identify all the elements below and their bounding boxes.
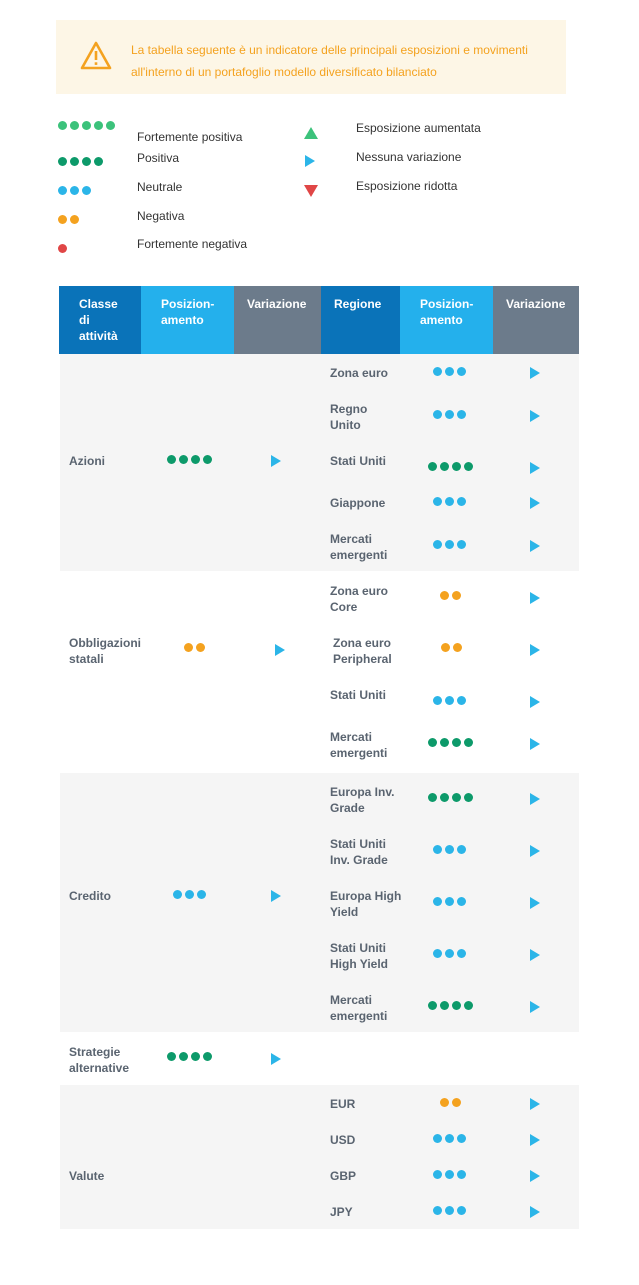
no-change-icon: [275, 644, 285, 656]
no-change-icon: [530, 497, 540, 509]
header-region-positioning: Posizion- amento: [400, 286, 493, 354]
region-label: Stati Uniti Inv. Grade: [330, 837, 388, 867]
legend-label-strong-negative: Fortemente negativa: [137, 237, 248, 251]
header-positioning: Posizion- amento: [141, 286, 234, 354]
legend-label-increased: Esposizione aumentata: [356, 121, 481, 135]
region-positioning-dots: [433, 845, 469, 854]
legend-label-neutral: Neutrale: [137, 180, 183, 194]
region-label: GBP: [330, 1169, 357, 1183]
asset-class-label: Obbligazioni statali: [69, 636, 141, 666]
header-region-change: Variazione: [493, 286, 579, 354]
no-change-icon: [530, 1206, 540, 1218]
legend-label-positive: Positiva: [137, 151, 180, 165]
region-positioning-dots: [440, 1098, 464, 1107]
info-notice: [56, 20, 566, 94]
legend-dots-negative: [58, 215, 82, 224]
no-change-icon: [530, 1001, 540, 1013]
region-positioning-dots: [440, 591, 464, 600]
no-change-icon: [530, 1170, 540, 1182]
region-label: Zona euro: [330, 366, 389, 380]
region-positioning-dots: [441, 643, 465, 652]
region-label: EUR: [330, 1097, 356, 1111]
table-row-group: [60, 571, 579, 773]
no-change-icon: [530, 949, 540, 961]
no-change-icon: [271, 890, 281, 902]
header-change: Variazione: [234, 286, 321, 354]
no-change-icon: [530, 897, 540, 909]
positioning-dots: [173, 890, 209, 899]
region-positioning-dots: [433, 410, 469, 419]
region-label: Regno Unito: [330, 402, 368, 432]
positioning-dots: [167, 1052, 215, 1061]
no-change-icon: [530, 793, 540, 805]
region-label: Stati Uniti High Yield: [330, 941, 389, 971]
triangle-up-icon: [304, 127, 318, 139]
region-label: Zona euro Core: [330, 584, 389, 614]
asset-class-label: Azioni: [69, 454, 105, 468]
table-row-group: [60, 354, 579, 571]
region-label: Stati Uniti: [330, 454, 386, 468]
region-positioning-dots: [428, 738, 476, 747]
no-change-icon: [530, 696, 540, 708]
region-positioning-dots: [428, 793, 476, 802]
asset-class-label: Credito: [69, 889, 111, 903]
header-asset-class: Classe di attività: [59, 286, 141, 354]
region-positioning-dots: [433, 1134, 469, 1143]
triangle-right-icon: [305, 155, 315, 167]
region-label: Zona euro Peripheral: [333, 636, 392, 666]
no-change-icon: [530, 738, 540, 750]
region-label: Europa High Yield: [330, 889, 402, 919]
no-change-icon: [530, 462, 540, 474]
no-change-icon: [271, 455, 281, 467]
legend-label-reduced: Esposizione ridotta: [356, 179, 458, 193]
no-change-icon: [530, 367, 540, 379]
region-positioning-dots: [428, 462, 476, 471]
region-positioning-dots: [428, 1001, 476, 1010]
asset-class-label: Valute: [69, 1169, 105, 1183]
positioning-dots: [167, 455, 215, 464]
no-change-icon: [530, 592, 540, 604]
no-change-icon: [530, 1098, 540, 1110]
legend-label-no-change: Nessuna variazione: [356, 150, 462, 164]
region-label: USD: [330, 1133, 356, 1147]
no-change-icon: [530, 540, 540, 552]
no-change-icon: [271, 1053, 281, 1065]
no-change-icon: [530, 845, 540, 857]
positioning-dots: [184, 643, 208, 652]
region-positioning-dots: [433, 897, 469, 906]
no-change-icon: [530, 1134, 540, 1146]
region-label: JPY: [330, 1205, 353, 1219]
table-row-group: [60, 1085, 579, 1229]
region-positioning-dots: [433, 696, 469, 705]
notice-text: La tabella seguente è un indicatore delle principali esposizioni e movimenti all'interno di un portafoglio modello diversificato bilanciato: [131, 43, 528, 79]
no-change-icon: [530, 644, 540, 656]
region-positioning-dots: [433, 497, 469, 506]
region-positioning-dots: [433, 540, 469, 549]
asset-class-label: Strategie alternative: [69, 1045, 130, 1075]
triangle-down-icon: [304, 185, 318, 197]
legend-dots-strong-positive: [58, 121, 118, 130]
legend-dots-positive: [58, 157, 106, 166]
region-positioning-dots: [433, 1170, 469, 1179]
legend-label-negative: Negativa: [137, 209, 185, 223]
region-label: Stati Uniti: [330, 688, 386, 702]
region-positioning-dots: [433, 949, 469, 958]
header-region: Regione: [321, 286, 400, 354]
no-change-icon: [530, 410, 540, 422]
legend-dots-neutral: [58, 186, 94, 195]
legend-label-strong-positive: Fortemente positiva: [137, 130, 243, 144]
region-label: Mercati emergenti: [330, 730, 388, 760]
region-label: Mercati emergenti: [330, 993, 388, 1023]
region-label: Europa Inv. Grade: [330, 785, 395, 815]
region-positioning-dots: [433, 367, 469, 376]
region-label: Giappone: [330, 496, 386, 510]
legend-dots-strong-negative: [58, 244, 70, 253]
table-row-group: [60, 773, 579, 1032]
region-positioning-dots: [433, 1206, 469, 1215]
warning-icon: [80, 40, 112, 72]
region-label: Mercati emergenti: [330, 532, 388, 562]
